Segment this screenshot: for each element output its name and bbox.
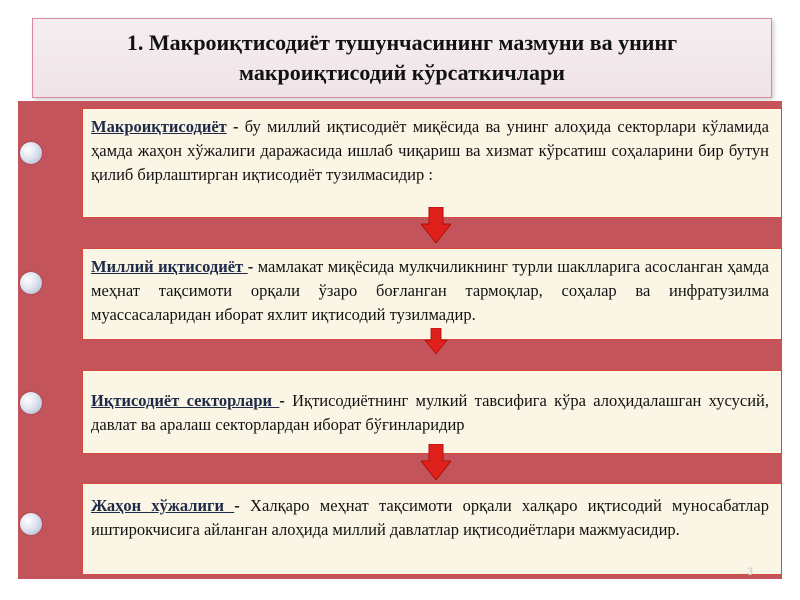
sphere-bullet-icon <box>20 392 42 414</box>
definition-body: Халқаро меҳнат тақсимоти орқали халқаро иқтисодий муносабатлар иштирокчисига айланган алоҳида миллий давлатлар иқтисодиётлари мажмуасидир. <box>91 496 769 539</box>
slide-title: 1. Макроиқтисодиёт тушунчасининг мазмуни ва унинг макроиқтисодий кўрсаткичлари <box>126 30 678 85</box>
down-arrow-icon <box>423 328 449 354</box>
definition-text <box>91 389 769 437</box>
definition-row-economic-sectors <box>82 370 782 454</box>
definition-separator: - <box>226 117 245 136</box>
definition-term: Иқтисодиёт секторлари <box>91 391 280 410</box>
title-box <box>32 18 772 98</box>
page-number: 3 <box>746 566 753 578</box>
down-arrow-icon <box>421 444 451 480</box>
sphere-bullet-icon <box>20 272 42 294</box>
sphere-bullet-icon <box>20 513 42 535</box>
definition-term: Макроиқтисодиёт <box>91 117 227 136</box>
definition-text <box>91 494 769 542</box>
definition-body: мамлакат миқёсида мулкчиликнинг турли шаклларига асосланган ҳамда меҳнат тақсимоти орқали ўзаро боғланган тармоқлар, соҳалар ва инфратузилма муассасаларидан иборат яхлит иқтисодий тузилмадир. <box>91 257 769 324</box>
definition-text <box>91 255 769 327</box>
down-arrow-icon <box>421 207 451 243</box>
definition-text <box>91 115 769 187</box>
definition-body: Иқтисодиётнинг мулкий тавсифига кўра алоҳидалашган хусусий, давлат ва аралаш секторлардан иборат бўғинларидир <box>91 391 769 434</box>
definition-term: Жаҳон хўжалиги <box>91 496 235 515</box>
definition-row-macroeconomics <box>82 108 782 218</box>
definition-separator: - <box>247 257 258 276</box>
definition-row-world-economy <box>82 483 782 575</box>
sphere-bullet-icon <box>20 142 42 164</box>
definition-term: Миллий иқтисодиёт <box>91 257 248 276</box>
definition-separator: - <box>279 391 293 410</box>
definition-body: бу миллий иқтисодиёт миқёсида ва унинг алоҳида секторлари кўламида ҳамда жаҳон хўжалиги даражасида ишлаб чиқариш ва хизмат кўрсатиш соҳаларини бир бутун қилиб бирлаштирган иқтисодиёт тузилмасидир : <box>91 117 769 184</box>
definition-separator: - <box>234 496 251 515</box>
definition-row-national-economy <box>82 248 782 340</box>
